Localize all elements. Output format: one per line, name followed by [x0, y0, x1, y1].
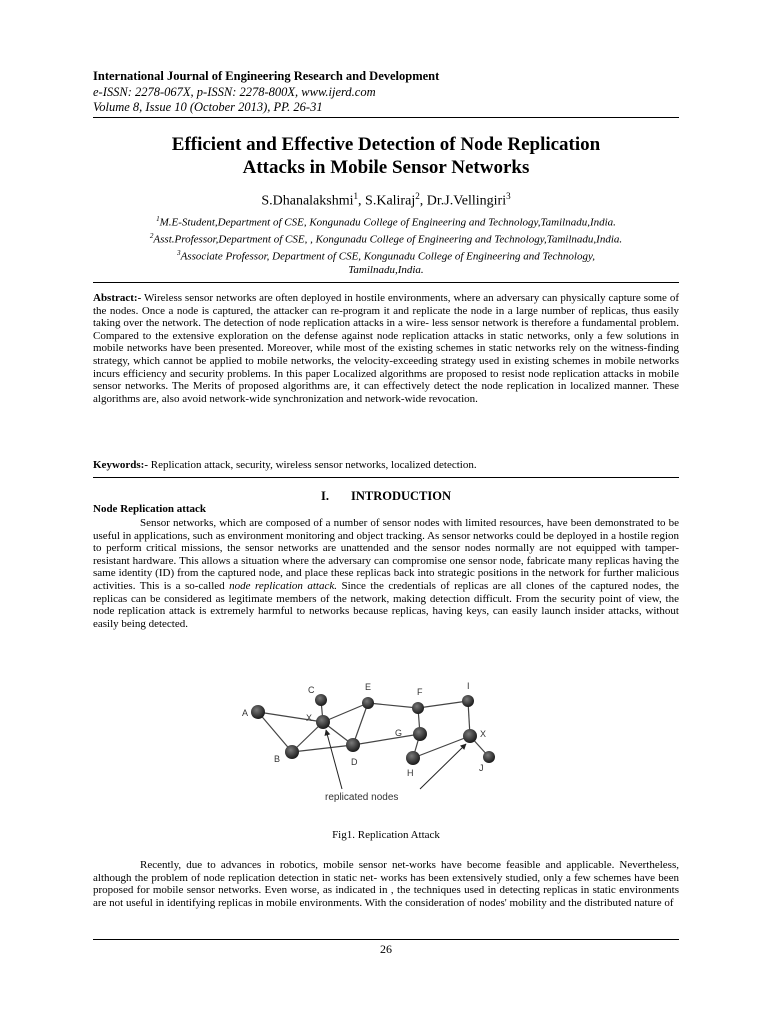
- footer-rule: [93, 939, 679, 940]
- keywords-text: Replication attack, security, wireless sensor networks, localized detection.: [150, 459, 477, 471]
- para-text: Since the credentials of replicas are all clones of the captured nodes, the replicas can be considered as legitimate members of the network, making detection difficult. From the security point of view, the node replication attack is extremely harmful to networks because replicas, having keys, can easily launch insider attacks, without easily being detected.: [93, 579, 679, 630]
- node-i: [462, 695, 474, 707]
- affil-sup: 3: [177, 249, 181, 258]
- node-x-replica: [316, 715, 330, 729]
- paper-title: [93, 133, 679, 179]
- author-name: S.Kaliraj: [365, 193, 416, 209]
- intro-paragraph-2: [93, 859, 679, 909]
- affil-text: Tamilnadu,India.: [348, 264, 424, 277]
- affil-sup: 1: [156, 215, 160, 223]
- node-g: [413, 727, 427, 741]
- author-name: S.Dhanalakshmi: [261, 193, 354, 209]
- affil-text: Associate Professor, Department of CSE, Kongunadu College of Engineering and Technology,: [180, 250, 595, 263]
- author-sup: 2: [415, 191, 420, 201]
- author-sup: 1: [353, 191, 359, 201]
- node-j: [483, 751, 495, 763]
- figure-nodes: [251, 694, 495, 765]
- label-d: D: [351, 757, 358, 767]
- paragraph: Recently, due to advances in robotics, mobile sensor net-works have become feasible and applicable. Nevertheless, although the problem of node replication detection in static net- works has been extensively studied, only a few schemes have been proposed for mobile sensor networks. Even worse, as indicated in , the techniques used in detecting replicas in static environments are not useful in identifying replicas in mobile environments. With the consideration of nodes' mobility and the distributed nature of: [93, 859, 679, 909]
- page-number: 26: [380, 942, 392, 956]
- author-sep: ,: [358, 193, 366, 209]
- section-heading: [93, 489, 679, 504]
- abstract-rule-bottom: [93, 477, 679, 478]
- replication-attack-figure: [230, 674, 520, 814]
- edge: [258, 712, 323, 722]
- node-f: [412, 702, 424, 714]
- section-title: INTRODUCTION: [350, 489, 451, 503]
- node-labels: [242, 681, 486, 778]
- keywords-label: Keywords:-: [93, 459, 148, 471]
- annotation-replicated-nodes: replicated nodes: [325, 792, 399, 803]
- label-i: I: [467, 681, 470, 691]
- node-a: [251, 705, 265, 719]
- label-e: E: [365, 682, 372, 692]
- node-c: [315, 694, 327, 706]
- edge: [353, 734, 420, 745]
- edge: [368, 703, 418, 708]
- author-name: Dr.J.Vellingiri: [426, 193, 507, 209]
- node-x-replica-2: [463, 729, 477, 743]
- affiliation-line: [93, 264, 679, 278]
- journal-volume: Volume 8, Issue 10 (October 2013), PP. 26-31: [93, 100, 323, 114]
- arrow: [326, 730, 342, 789]
- intro-paragraph-1: [93, 517, 679, 630]
- edge: [292, 745, 353, 752]
- author-sep: ,: [419, 193, 427, 209]
- node-e: [362, 697, 374, 709]
- annotation-arrows: [326, 730, 466, 789]
- journal-issn: e-ISSN: 2278-067X, p-ISSN: 2278-800X, www.ijerd.com: [93, 84, 376, 99]
- paragraph: [93, 517, 679, 630]
- journal-header: [93, 69, 439, 116]
- affiliation-line: [93, 230, 679, 247]
- author-sup: 3: [506, 191, 511, 201]
- node-b: [285, 745, 299, 759]
- journal-name: International Journal of Engineering Research and Development: [93, 69, 440, 83]
- label-f: F: [417, 687, 423, 697]
- label-x: X: [306, 713, 313, 723]
- label-h: H: [407, 768, 414, 778]
- edge: [323, 703, 368, 722]
- subsection-heading: Node Replication attack: [93, 503, 207, 515]
- abstract: [93, 292, 679, 405]
- affil-text: M.E-Student,Department of CSE, Kongunadu College of Engineering and Technology,Tamilnadu,India.: [159, 216, 616, 229]
- affiliations: [93, 213, 679, 278]
- abstract-label: Abstract:-: [93, 292, 142, 304]
- label-a: A: [242, 708, 249, 718]
- affil-sup: 2: [149, 232, 154, 241]
- abstract-text: Wireless sensor networks are often deployed in hostile environments, where an adversary can physically capture some of the nodes. Once a node is captured, the attacker can re-program it and replicate the node in a large number of replicas, thus easily taking over the network. The detection of node replication attacks in a wire- less sensor network is therefore a fundamental problem. Compared to the extensive exploration on the defense against node replication attacks in static networks, only a few solutions in mobile networks have been presented. Moreover, while most of the existing schemes in static networks rely on the witness-finding strategy, which cannot be applied to mobile networks, the velocity-exceeding strategy used in existing schemes in mobile networks incurs efficiency and security problems. In this paper Localized algorithms are proposed to resist node replication attacks in mobile sensor networks. The Merits of proposed algorithms are, it can effectively detect the node replication in localized manner. These algorithms are, also avoid network-wide synchronization and network-wide revocation.: [93, 292, 680, 405]
- para-text: Sensor networks, which are composed of a number of sensor nodes with limited resources, have been demonstrated to be useful in applications, such as environment monitoring and object tracking. As sensor networks could be deployed in a hostile region to perform critical missions, the sensor networks are unattended and the sensor nodes normally are not equipped with tamper-resistant hardware. This allows a situation where the adversary can compromise one sensor node, fabricate many replicas having the same identity (ID) from the captured node, and place these replicas back into strategic positions in the network for further malicious activities. This is a so-called: [93, 517, 679, 592]
- section-number: I.: [320, 489, 329, 503]
- edge: [418, 701, 468, 708]
- title-line-2: Attacks in Mobile Sensor Networks: [242, 157, 530, 178]
- header-rule: [93, 117, 679, 118]
- node-h: [406, 751, 420, 765]
- figure-caption: Fig1. Replication Attack: [332, 829, 440, 841]
- label-x2: X: [480, 729, 487, 739]
- keywords: [93, 459, 679, 471]
- affiliation-line: [93, 213, 679, 230]
- abstract-rule-top: [93, 282, 679, 283]
- label-b: B: [274, 754, 281, 764]
- affiliation-line: [93, 247, 679, 264]
- label-g: G: [395, 728, 403, 738]
- para-emphasis: node replication attack.: [229, 579, 337, 592]
- label-c: C: [308, 685, 315, 695]
- title-line-1: Efficient and Effective Detection of Node Replication: [171, 134, 601, 155]
- node-d: [346, 738, 360, 752]
- authors: [93, 191, 679, 210]
- edge: [258, 712, 292, 752]
- affil-text: Asst.Professor,Department of CSE, , Kongunadu College of Engineering and Technology,Tamilnadu,India.: [153, 233, 623, 246]
- arrow: [420, 744, 466, 789]
- label-j: J: [479, 763, 484, 773]
